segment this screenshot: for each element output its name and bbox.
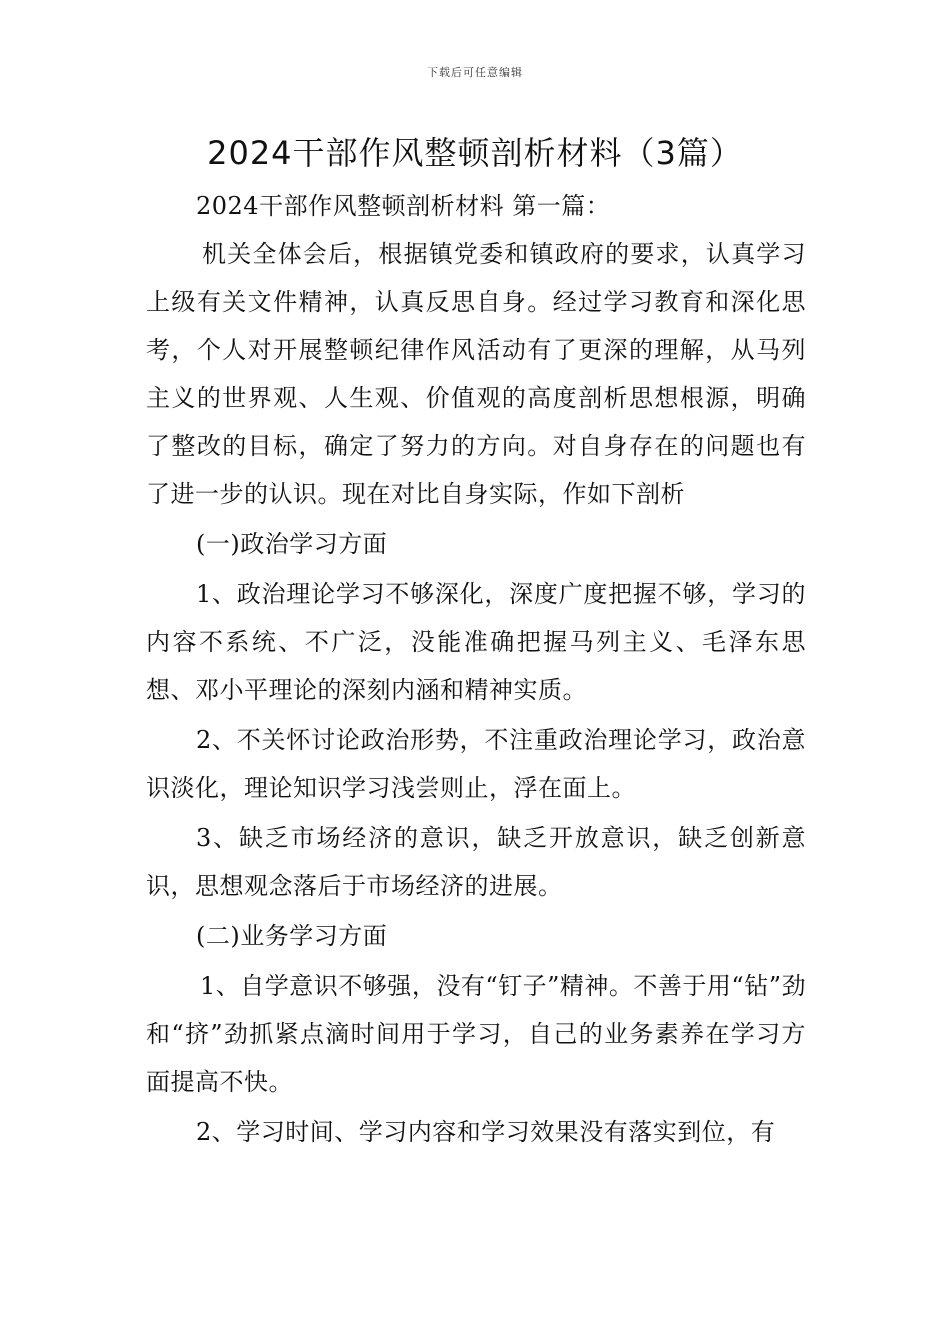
paragraph: 2024干部作风整顿剖析材料 第一篇： [196, 192, 611, 220]
paragraph: 2、不关怀讨论政治形势，不注重政治理论学习，政治意识淡化，理论知识学习浅尝则止，浮在面上。 [146, 726, 806, 802]
paragraph: 3、缺乏市场经济的意识，缺乏开放意识，缺乏创新意识，思想观念落后于市场经济的进展。 [146, 824, 806, 900]
section-heading: (二)业务学习方面 [196, 922, 388, 950]
paragraph: 机关全体会后，根据镇党委和镇政府的要求，认真学习上级有关文件精神，认真反思自身。经过学习教育和深化思考，个人对开展整顿纪律作风活动有了更深的理解，从马列主义的世界观、人生观、价值观的高度剖析思想根源，明确了整改的目标，确定了努力的方向。对自身存在的问题也有了进一步的认识。现在对比自身实际，作如下剖析 [146, 240, 806, 508]
document-title: 2024干部作风整顿剖析材料（3篇） [207, 134, 743, 172]
paragraph: 1、自学意识不够强，没有“钉子”精神。不善于用“钻”劲和“挤”劲抓紧点滴时间用于学习，自己的业务素养在学习方面提高不快。 [146, 972, 806, 1096]
section-heading: (一)政治学习方面 [196, 530, 388, 558]
document-body [146, 182, 806, 1156]
paragraph: 2、学习时间、学习内容和学习效果没有落实到位，有 [196, 1118, 776, 1146]
paragraph: 1、政治理论学习不够深化，深度广度把握不够，学习的内容不系统、不广泛，没能准确把握马列主义、毛泽东思想、邓小平理论的深刻内涵和精神实质。 [146, 580, 806, 704]
header-note: 下载后可任意编辑 [427, 66, 523, 79]
